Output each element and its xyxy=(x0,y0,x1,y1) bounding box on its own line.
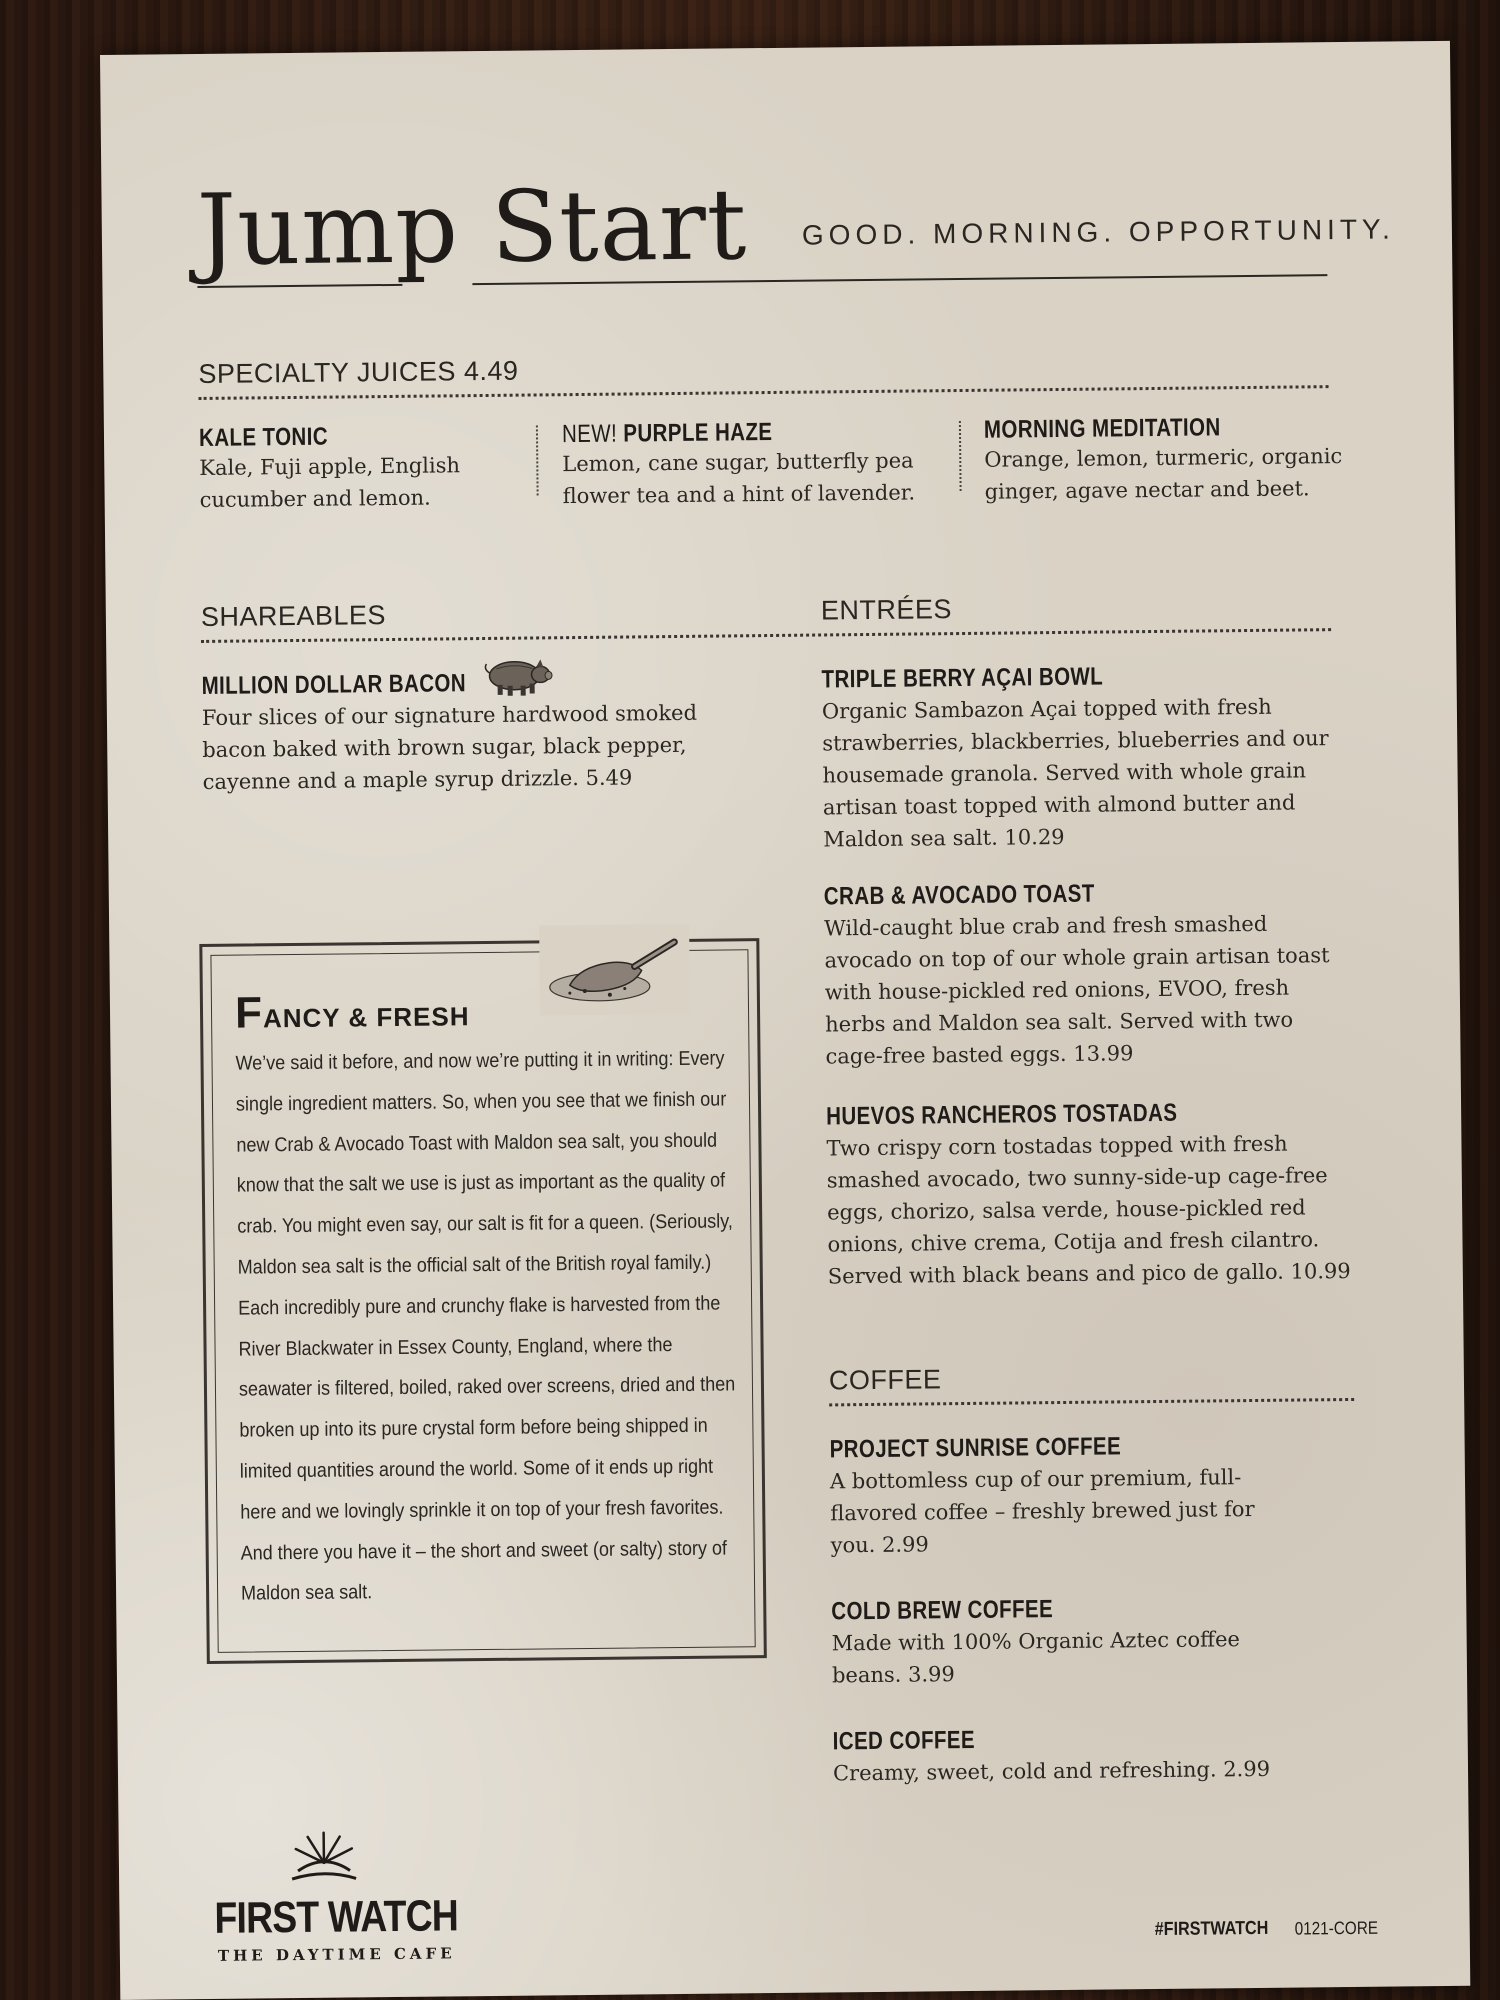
new-badge: NEW! xyxy=(561,419,618,449)
juice-column-divider xyxy=(536,425,539,495)
juice-name-purple-haze-label: PURPLE HAZE xyxy=(623,417,773,448)
fancy-fresh-text: We’ve said it before, and now we’re putting it in writing: Every single ingredient matters. So, when you see that we finish our new Crab & Avocado Toast with Maldon sea salt, you should know that the salt we use is just as important as the quality of crab. You might even say, our salt is fit for a queen. (Seriously, Maldon sea salt is the official salt of the British royal family.) Each incredibly pure and crunchy flake is harvested from the River Blackwater in Essex County, England, where the seawater is filtered, boiled, raked over screens, dried and then broken up into its pure crystal form before being shipped in limited quantities around the world. Some of it ends up right here and we lovingly sprinkle it on top of your fresh favorites. And there you have it – the short and sweet (or salty) story of Maldon sea salt. xyxy=(235,1047,736,1605)
fancy-fresh-title xyxy=(235,986,470,1038)
brand-name: FIRST WATCH xyxy=(214,1891,459,1943)
entree-desc-crab-avocado: Wild-caught blue crab and fresh smashed avocado on top of our whole grain artisan toast with house-pickled red onions, EVOO, fresh herbs and Maldon sea salt. Served with two cage-free basted eggs. 13.99 xyxy=(824,911,1330,1069)
menu-tagline: GOOD. MORNING. OPPORTUNITY. xyxy=(801,213,1395,251)
footer-code: 0121-CORE xyxy=(1294,1917,1379,1939)
entree-name-huevos-rancheros: HUEVOS RANCHEROS TOSTADAS xyxy=(826,1098,1178,1131)
juice-column-divider xyxy=(959,421,962,491)
menu-sheet xyxy=(100,41,1470,2000)
section-heading-entrees: ENTRÉES xyxy=(820,594,953,626)
shareable-name-million-dollar-bacon: MILLION DOLLAR BACON xyxy=(201,669,467,700)
sunrise-logo-icon xyxy=(284,1822,365,1893)
entree-name-crab-avocado: CRAB & AVOCADO TOAST xyxy=(823,879,1095,911)
coffee-divider xyxy=(829,1398,1354,1406)
menu-title: Jump Start xyxy=(196,168,748,288)
juice-desc-kale-tonic: Kale, Fuji apple, English cucumber and lemon. xyxy=(199,453,461,512)
coffee-name-project-sunrise: PROJECT SUNRISE COFFEE xyxy=(829,1432,1122,1464)
juice-desc-purple-haze: Lemon, cane sugar, butterfly pea flower tea and a hint of lavender. xyxy=(562,448,916,509)
salt-scoop-icon xyxy=(539,924,690,1016)
entree-desc-triple-berry: Organic Sambazon Açai topped with fresh strawberries, blackberries, blueberries and our housemade granola. Served with whole grain artisan toast topped with almond butter and Maldon sea salt. 10.29 xyxy=(821,694,1329,852)
fancy-fresh-title-cap: F xyxy=(234,988,264,1038)
coffee-desc-iced: Creamy, sweet, cold and refreshing. 2.99 xyxy=(832,1756,1271,1786)
pig-icon xyxy=(478,650,556,699)
juice-name-morning-meditation: MORNING MEDITATION xyxy=(983,413,1221,444)
coffee-name-cold-brew: COLD BREW COFFEE xyxy=(831,1595,1054,1626)
section-heading-coffee: COFFEE xyxy=(828,1364,942,1396)
juice-desc-morning-meditation: Orange, lemon, turmeric, organic ginger, agave nectar and beet. xyxy=(984,444,1343,504)
section-heading-shareables: SHAREABLES xyxy=(200,600,387,632)
entree-name-triple-berry: TRIPLE BERRY AÇAI BOWL xyxy=(821,662,1104,694)
footer-hashtag: #FIRSTWATCH xyxy=(1154,1917,1269,1941)
coffee-desc-project-sunrise: A bottomless cup of our premium, full-flavored coffee – freshly brewed just for you. 2.99 xyxy=(829,1465,1255,1558)
section-heading-juices: SPECIALTY JUICES 4.49 xyxy=(198,355,519,389)
brand-subtitle: THE DAYTIME CAFE xyxy=(217,1944,456,1965)
coffee-name-iced: ICED COFFEE xyxy=(832,1725,976,1756)
fancy-fresh-title-rest: ANCY & FRESH xyxy=(262,1001,470,1034)
shareable-desc-million-dollar-bacon: Four slices of our signature hardwood smoked bacon baked with brown sugar, black pepper, cayenne and a maple syrup drizzle. 5.49 xyxy=(201,700,698,794)
juice-name-kale-tonic: KALE TONIC xyxy=(198,422,329,452)
entree-desc-huevos-rancheros: Two crispy corn tostadas topped with fresh smashed avocado, two sunny-side-up cage-free eggs, chorizo, salsa verde, house-pickled red onions, chive crema, Cotija and fresh cilantro. Served with black beans and pico de gallo. 10.99 xyxy=(826,1131,1351,1289)
juice-name-purple-haze xyxy=(562,418,773,449)
coffee-desc-cold-brew: Made with 100% Organic Aztec coffee beans. 3.99 xyxy=(831,1627,1240,1688)
